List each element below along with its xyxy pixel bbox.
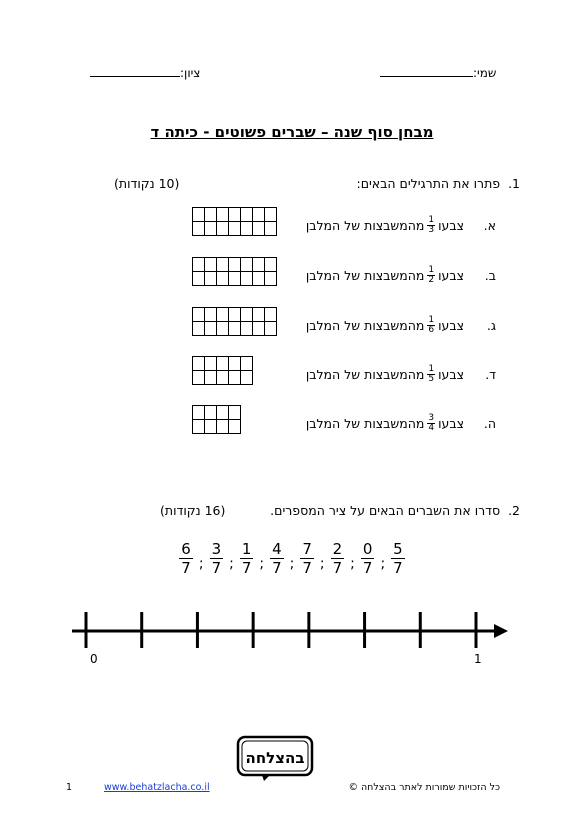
item-verb: צבעו	[438, 267, 464, 283]
grid-cell[interactable]	[229, 322, 241, 336]
item-rest: מהמשבצות של המלבן	[305, 317, 425, 333]
fraction-numerator: 2	[332, 540, 343, 558]
fraction-denominator: 7	[241, 559, 252, 577]
item-rest: מהמשבצות של המלבן	[305, 217, 425, 233]
item-letter: ד.	[485, 366, 496, 382]
fraction-separator: ;	[380, 555, 386, 572]
coloring-grid[interactable]	[192, 257, 277, 286]
grade-field[interactable]	[90, 64, 200, 80]
grid-cell[interactable]	[229, 272, 241, 286]
item-verb: צבעו	[438, 317, 464, 333]
grid-cell[interactable]	[229, 208, 241, 222]
coloring-grid[interactable]	[192, 207, 277, 236]
grid-cell[interactable]	[205, 357, 217, 371]
name-field[interactable]	[380, 64, 496, 80]
grid-cell[interactable]	[229, 222, 241, 236]
fraction-denominator: 7	[302, 559, 312, 577]
grade-underline[interactable]	[90, 64, 180, 77]
item-rest: מהמשבצות של המלבן	[305, 267, 425, 283]
logo-text: בהצלחה	[245, 749, 305, 767]
fraction-separator: ;	[289, 555, 295, 572]
fraction-separator: ;	[259, 555, 265, 572]
website-link[interactable]: www.behatzlacha.co.il	[104, 782, 210, 793]
name-label: שמי:	[473, 66, 497, 80]
q1-points: (10 נקודות)	[114, 176, 180, 191]
grid-cell[interactable]	[217, 420, 229, 434]
grid-cell[interactable]	[265, 208, 277, 222]
item-fraction	[427, 414, 435, 433]
grid-cell[interactable]	[217, 371, 229, 385]
grid-cell[interactable]	[193, 357, 205, 371]
grid-cell[interactable]	[217, 258, 229, 272]
number-line-arrow	[494, 624, 508, 638]
grid-cell[interactable]	[193, 258, 205, 272]
grid-cell[interactable]	[229, 371, 241, 385]
fraction-denominator: 4	[428, 422, 435, 433]
item-letter: ה.	[483, 415, 496, 431]
fraction-separator: ;	[198, 555, 204, 572]
fraction-item	[210, 540, 224, 577]
item-rest: מהמשבצות של המלבן	[305, 415, 425, 431]
item-letter: ב.	[484, 267, 496, 283]
item-verb: צבעו	[438, 366, 464, 382]
grid-cell[interactable]	[217, 222, 229, 236]
grid-cell[interactable]	[253, 208, 265, 222]
item-verb: צבעו	[438, 415, 464, 431]
q1-heading	[357, 176, 521, 191]
q1-item	[306, 263, 496, 287]
grid-cell[interactable]	[241, 222, 253, 236]
fraction-numerator: 6	[181, 540, 191, 558]
grid-cell[interactable]	[205, 272, 217, 286]
q1-item	[306, 213, 496, 237]
grid-cell[interactable]	[193, 222, 205, 236]
grid-cell[interactable]	[253, 258, 265, 272]
page-number: 1	[66, 782, 73, 793]
grid-cell[interactable]	[253, 308, 265, 322]
grid-cell[interactable]	[217, 208, 229, 222]
fraction-denominator: 7	[181, 559, 191, 577]
grid-cell[interactable]	[229, 420, 241, 434]
fraction-denominator: 3	[428, 224, 435, 235]
q2-heading	[270, 503, 520, 518]
fraction-numerator: 1	[428, 214, 435, 225]
fraction-item	[361, 540, 375, 577]
q1-item	[306, 362, 496, 386]
fraction-denominator: 7	[393, 559, 403, 577]
fraction-denominator: 2	[428, 274, 435, 285]
grid-cell[interactable]	[205, 222, 217, 236]
fraction-separator: ;	[350, 555, 355, 572]
fraction-numerator: 1	[241, 540, 252, 558]
item-fraction	[427, 316, 435, 335]
fraction-numerator: 5	[393, 540, 403, 558]
grid-cell[interactable]	[217, 272, 229, 286]
grid-cell[interactable]	[193, 371, 205, 385]
site-logo	[236, 735, 314, 781]
fraction-item	[300, 540, 314, 577]
fraction-separator: ;	[229, 555, 234, 572]
grid-cell[interactable]	[193, 406, 205, 420]
q1-item	[306, 313, 496, 337]
item-letter: ג.	[486, 317, 496, 333]
grid-cell[interactable]	[193, 308, 205, 322]
coloring-grid[interactable]	[192, 356, 253, 385]
fraction-item	[240, 540, 254, 577]
grid-cell[interactable]	[205, 406, 217, 420]
item-fraction	[427, 266, 435, 285]
grid-cell[interactable]	[217, 322, 229, 336]
grid-cell[interactable]	[205, 322, 217, 336]
fraction-numerator: 4	[272, 540, 282, 558]
q2-number: 2.	[508, 503, 520, 518]
grid-cell[interactable]	[241, 308, 253, 322]
grid-cell[interactable]	[205, 258, 217, 272]
grid-cell[interactable]	[229, 308, 241, 322]
grid-cell[interactable]	[217, 357, 229, 371]
grid-cell[interactable]	[217, 406, 229, 420]
grid-cell[interactable]	[265, 308, 277, 322]
grid-cell[interactable]	[193, 208, 205, 222]
name-underline[interactable]	[380, 64, 473, 77]
number-line	[60, 604, 520, 664]
grid-cell[interactable]	[205, 371, 217, 385]
fraction-item	[270, 540, 284, 577]
fraction-numerator: 3	[428, 412, 435, 423]
q2-points: (16 נקודות)	[160, 503, 226, 518]
fraction-denominator: 7	[362, 559, 373, 577]
page-title: מבחן סוף שנה – שברים פשוטים - כיתה ד	[150, 123, 434, 141]
grid-cell[interactable]	[193, 322, 205, 336]
fraction-numerator: 0	[362, 540, 373, 558]
grid-cell[interactable]	[241, 272, 253, 286]
coloring-grid[interactable]	[192, 405, 241, 434]
fraction-numerator: 1	[428, 264, 435, 275]
grid-cell[interactable]	[265, 272, 277, 286]
fraction-numerator: 7	[302, 540, 312, 558]
grid-cell[interactable]	[265, 222, 277, 236]
fraction-separator: ;	[319, 555, 325, 572]
copyright-text: כל הזכויות שמורות לאתר בהצלחה ©	[348, 782, 500, 793]
grid-cell[interactable]	[229, 357, 241, 371]
fraction-denominator: 6	[428, 324, 435, 335]
grid-cell[interactable]	[253, 322, 265, 336]
q1-item	[306, 411, 496, 435]
grid-cell[interactable]	[229, 258, 241, 272]
item-letter: א.	[483, 217, 496, 233]
q1-text: פתרו את התרגילים הבאים:	[356, 176, 501, 191]
item-verb: צבעו	[438, 217, 464, 233]
fraction-item	[391, 540, 405, 577]
grid-cell[interactable]	[253, 272, 265, 286]
grade-label: ציון:	[180, 66, 201, 80]
number-line-end-label: 1	[474, 652, 482, 664]
grid-cell[interactable]	[217, 308, 229, 322]
fraction-denominator: 7	[272, 559, 282, 577]
fraction-denominator: 7	[211, 559, 222, 577]
q2-text: סדרו את השברים הבאים על ציר המספרים.	[270, 503, 501, 518]
fraction-numerator: 3	[211, 540, 222, 558]
grid-cell[interactable]	[241, 208, 253, 222]
grid-cell[interactable]	[193, 272, 205, 286]
fraction-item	[331, 540, 345, 577]
fraction-numerator: 1	[428, 363, 435, 374]
grid-cell[interactable]	[205, 420, 217, 434]
fraction-denominator: 5	[428, 373, 435, 384]
grid-cell[interactable]	[265, 322, 277, 336]
grid-cell[interactable]	[205, 208, 217, 222]
grid-cell[interactable]	[265, 258, 277, 272]
fraction-item	[179, 540, 193, 577]
q1-number: 1.	[508, 176, 520, 191]
grid-cell[interactable]	[253, 222, 265, 236]
fraction-list	[0, 540, 584, 577]
fraction-numerator: 1	[428, 314, 435, 325]
grid-cell[interactable]	[229, 406, 241, 420]
grid-cell[interactable]	[241, 371, 253, 385]
coloring-grid[interactable]	[192, 307, 277, 336]
item-fraction	[427, 216, 435, 235]
item-fraction	[427, 365, 435, 384]
item-rest: מהמשבצות של המלבן	[305, 366, 425, 382]
grid-cell[interactable]	[193, 420, 205, 434]
grid-cell[interactable]	[241, 258, 253, 272]
grid-cell[interactable]	[241, 357, 253, 371]
number-line-start-label: 0	[90, 652, 98, 664]
grid-cell[interactable]	[205, 308, 217, 322]
grid-cell[interactable]	[241, 322, 253, 336]
fraction-denominator: 7	[332, 559, 343, 577]
